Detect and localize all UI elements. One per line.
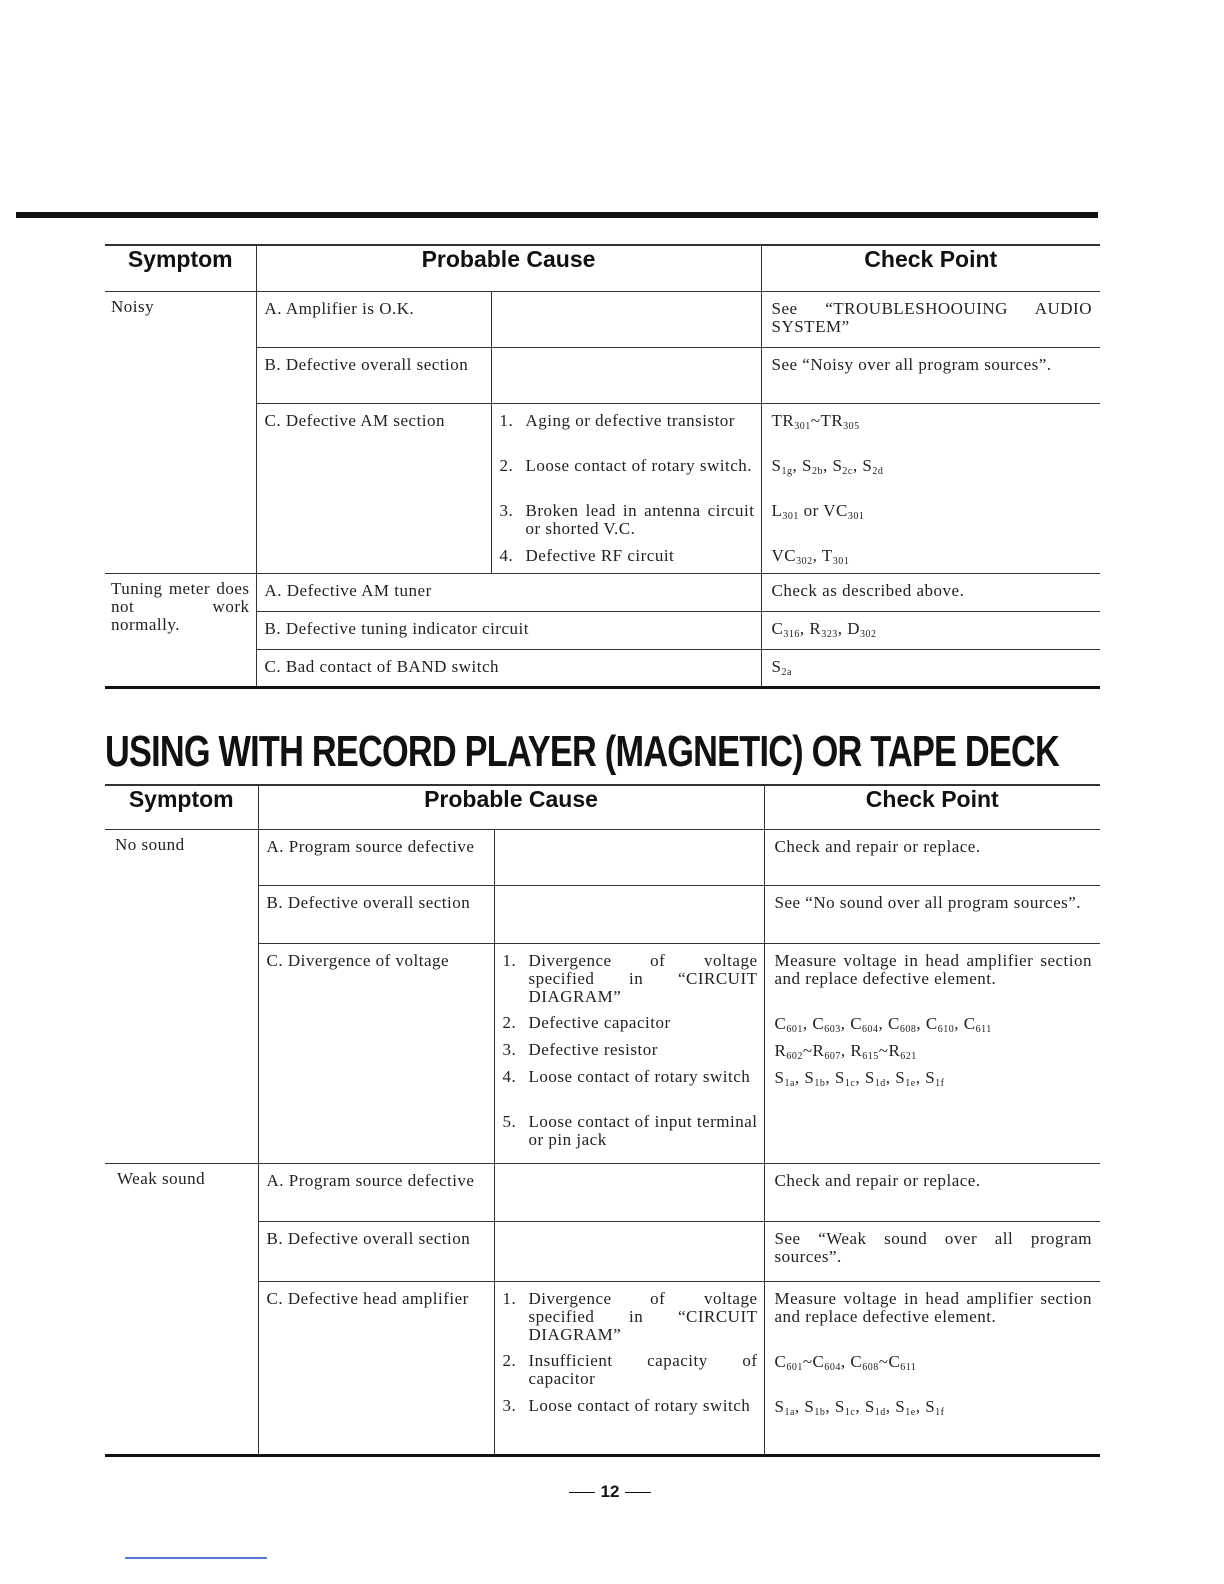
symptom-tuning-meter: Tuning meter does not work normally. — [105, 573, 256, 687]
check-am-components — [761, 403, 1100, 573]
ref-s2a: $S_{2a}$ — [761, 649, 1100, 687]
check-weak-sound-all-sources: See “Weak sound over all program sources”. — [764, 1221, 1100, 1281]
sub-causes-no-sound: 1. Divergence of voltage specified in “CIRCUIT DIAGRAM” 2. Defective capacitor 3. Defective resistor 4. Loose contact of rotary switch 5. Loose contact of input terminal or pin jack — [494, 943, 764, 1163]
cause-amplifier-ok: A. Amplifier is O.K. — [256, 291, 491, 347]
cause-defective-am-tuner: A. Defective AM tuner — [256, 573, 761, 611]
top-rule — [16, 212, 1098, 218]
page-number: 12 — [560, 1482, 660, 1502]
header-check-point-2: Check Point — [764, 785, 1100, 829]
cause-defective-overall-2: B. Defective overall section — [258, 885, 494, 943]
ref-s1g-s2d: $S_{1g}$, $S_{2b}$, $S_{2c}$, $S_{2d}$ — [771, 455, 884, 477]
cause-defective-head-amp: C. Defective head amplifier — [258, 1281, 494, 1455]
check-troubleshooting-audio: See “TROUBLESHOOUING AUDIO SYSTEM” — [761, 291, 1100, 347]
ref-s1a-s1f: $S_{1a}$, $S_{1b}$, $S_{1c}$, $S_{1d}$, $S_{1e}$, $S_{1f}$ — [774, 1067, 945, 1089]
ref-c601-list: $C_{601}$, $C_{603}$, $C_{604}$, $C_{608}$, $C_{610}$, $C_{611}$ — [774, 1013, 992, 1035]
cause-defective-overall-3: B. Defective overall section — [258, 1221, 494, 1281]
cause-program-source: A. Program source defective — [258, 829, 494, 885]
header-symptom: Symptom — [105, 245, 256, 291]
check-measure-voltage-2: Measure voltage in head amplifier section and replace defective element. — [774, 1288, 1092, 1326]
cause-defective-overall: B. Defective overall section — [256, 347, 491, 403]
ref-s1a-s1f-2: $S_{1a}$, $S_{1b}$, $S_{1c}$, $S_{1d}$, $S_{1e}$, $S_{1f}$ — [774, 1396, 945, 1418]
check-measure-voltage: Measure voltage in head amplifier section and replace defective element. — [774, 950, 1092, 988]
ref-c316-r323-d302: $C_{316}$, $R_{323}$, $D_{302}$ — [761, 611, 1100, 649]
ref-l301-vc301: $L_{301}$ or $VC_{301}$ — [771, 500, 865, 522]
ref-c601-c611-range: $C_{601}\sim C_{604}$, $C_{608}\sim C_{611}$ — [774, 1351, 917, 1373]
troubleshooting-table-am — [105, 244, 1100, 689]
header-symptom-2: Symptom — [105, 785, 258, 829]
check-weak-sound-components — [764, 1281, 1100, 1455]
section-title: USING WITH RECORD PLAYER (MAGNETIC) OR TAPE DECK — [105, 727, 1060, 776]
sub-causes-am: 1. Aging or defective transistor 2. Loose contact of rotary switch. 3. Broken lead in antenna circuit or shorted V.C. 4. Defective RF circuit — [491, 403, 761, 573]
header-check-point: Check Point — [761, 245, 1100, 291]
check-repair-replace: Check and repair or replace. — [764, 829, 1100, 885]
ref-r602-list: $R_{602}\sim R_{607}$, $R_{615}\sim R_{621}$ — [774, 1040, 917, 1062]
footer-line — [125, 1557, 267, 1559]
check-no-sound-components — [764, 943, 1100, 1163]
header-probable-cause: Probable Cause — [256, 245, 761, 291]
header-probable-cause-2: Probable Cause — [258, 785, 764, 829]
ref-vc302-t301: $VC_{302}$, $T_{301}$ — [771, 545, 850, 567]
check-described-above: Check as described above. — [761, 573, 1100, 611]
cause-program-source-2: A. Program source defective — [258, 1163, 494, 1221]
check-noisy-all-sources: See “Noisy over all program sources”. — [761, 347, 1100, 403]
symptom-noisy: Noisy — [105, 291, 256, 573]
cause-tuning-indicator: B. Defective tuning indicator circuit — [256, 611, 761, 649]
check-repair-replace-2: Check and repair or replace. — [764, 1163, 1100, 1221]
symptom-no-sound: No sound — [105, 829, 258, 1163]
cause-defective-am-section: C. Defective AM section — [256, 403, 491, 573]
cause-band-switch: C. Bad contact of BAND switch — [256, 649, 761, 687]
troubleshooting-table-record-player — [105, 784, 1100, 1457]
check-no-sound-all-sources: See “No sound over all program sources”. — [764, 885, 1100, 943]
symptom-weak-sound: Weak sound — [105, 1163, 258, 1455]
sub-causes-weak-sound: 1. Divergence of voltage specified in “CIRCUIT DIAGRAM” 2. Insufficient capacity of capacitor 3. Loose contact of rotary switch — [494, 1281, 764, 1455]
cause-divergence-voltage: C. Divergence of voltage — [258, 943, 494, 1163]
ref-tr301-tr305: $TR_{301}\sim TR_{305}$ — [771, 410, 860, 432]
